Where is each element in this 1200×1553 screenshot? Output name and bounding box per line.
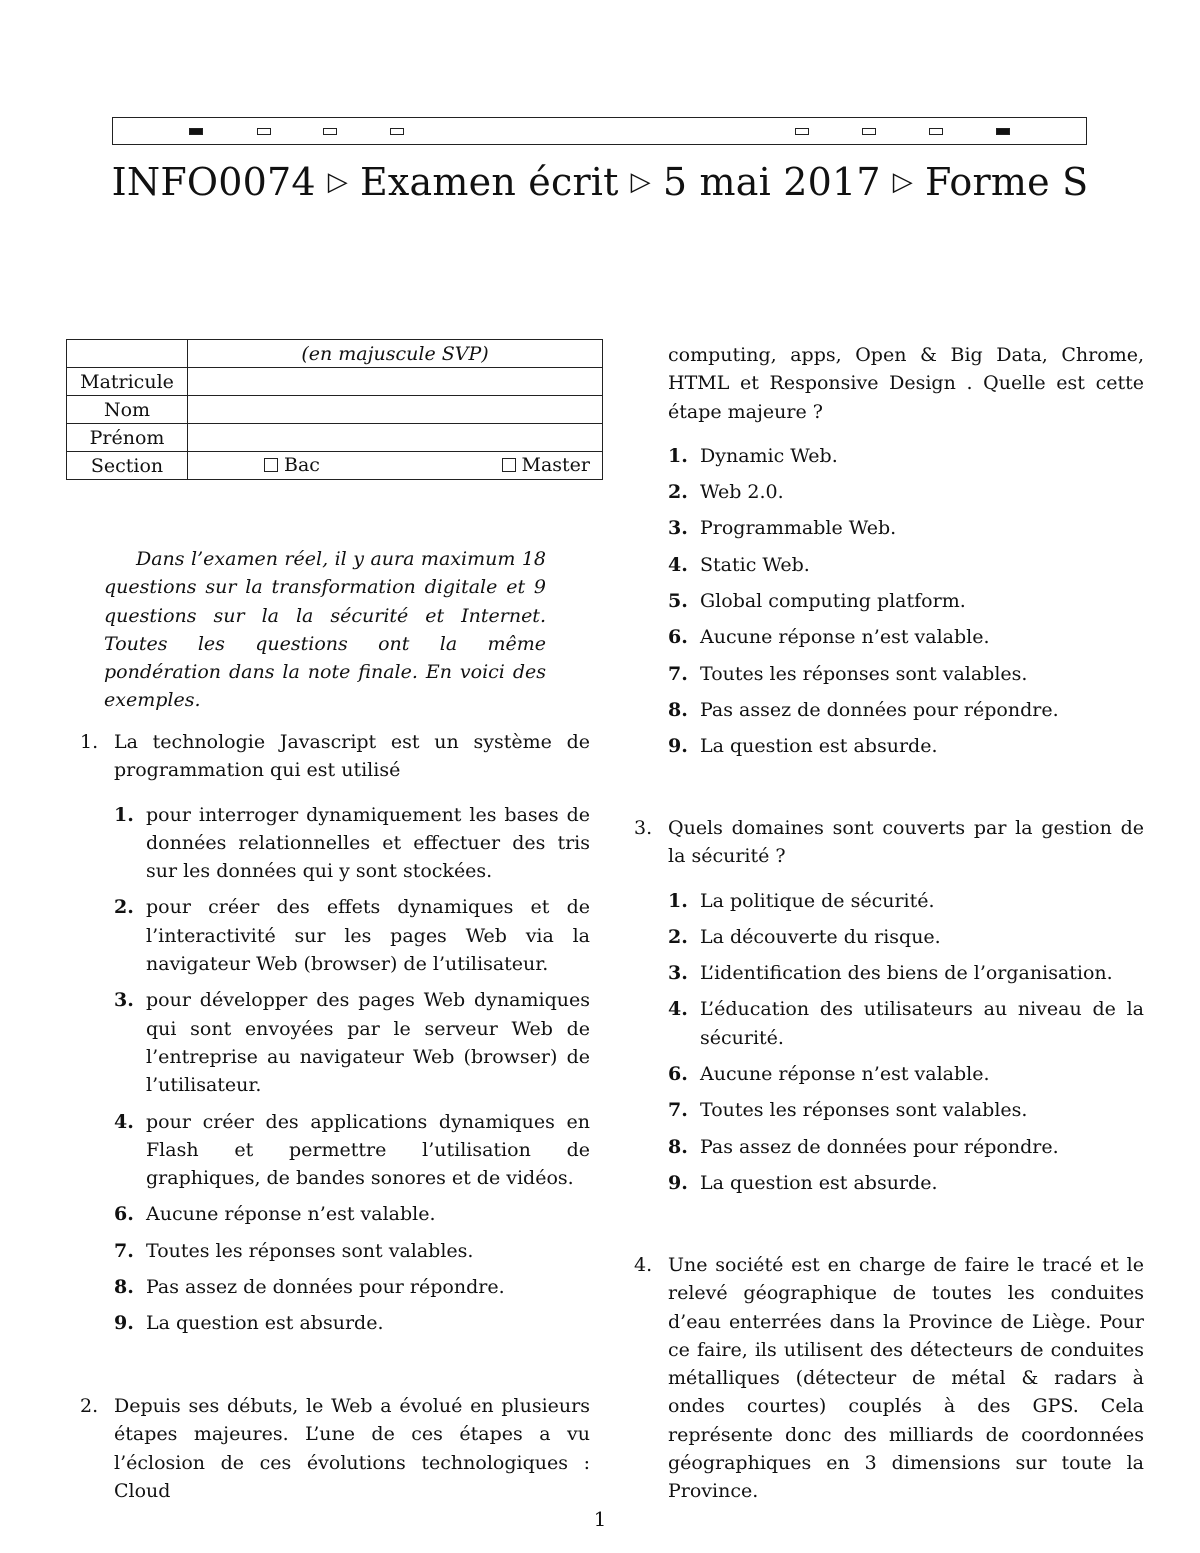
option-text: Toutes les réponses sont valables.: [146, 1239, 474, 1262]
question-1: [80, 728, 590, 1346]
option[interactable]: [668, 1169, 1144, 1197]
question-number: 2.: [80, 1395, 99, 1417]
question-3: [634, 814, 1144, 1205]
question-2-continued: [668, 341, 1144, 769]
option[interactable]: [668, 623, 1144, 651]
matricule-label: Matricule: [67, 368, 188, 396]
option[interactable]: [668, 959, 1144, 987]
registration-mark: [390, 128, 404, 135]
registration-mark: [929, 128, 943, 135]
option-number: 2.: [668, 481, 688, 504]
option-text: Aucune réponse n’est valable.: [700, 1063, 990, 1086]
registration-mark: [795, 128, 809, 135]
section-field: [188, 452, 603, 480]
question-4: [634, 1251, 1144, 1506]
option-number: 1.: [668, 889, 688, 912]
option[interactable]: [668, 660, 1144, 688]
option-text: Pas assez de données pour répondre.: [146, 1276, 505, 1299]
option-list: [114, 801, 590, 1338]
option-text: La question est absurde.: [146, 1312, 384, 1335]
option[interactable]: [668, 696, 1144, 724]
master-label: Master: [521, 454, 590, 476]
option-list: [668, 442, 1144, 761]
bac-checkbox[interactable]: [264, 458, 278, 472]
option-text: Static Web.: [700, 553, 810, 576]
option-number: 7.: [668, 1099, 688, 1122]
option-text: pour interroger dynamiquement les bases de données relationnelles et effectuer des tris sur les données qui y sont stockées.: [146, 803, 590, 883]
course-code: INFO0074: [111, 160, 316, 204]
option-number: 9.: [668, 735, 688, 758]
registration-mark: [323, 128, 337, 135]
registration-mark: [862, 128, 876, 135]
option[interactable]: [668, 732, 1144, 760]
option-number: 4.: [668, 553, 688, 576]
option-text: pour créer des effets dynamiques et de l’interactivité sur les pages Web via la navigateur Web (browser) de l’utilisateur.: [146, 896, 590, 976]
option[interactable]: [114, 1273, 590, 1301]
matricule-field[interactable]: [188, 368, 603, 396]
option-text: La question est absurde.: [700, 735, 938, 758]
option-number: 4.: [114, 1110, 134, 1133]
question-text: Une société est en charge de faire le tracé et le relevé géographique de toutes les conduites d’eau enterrées dans la Province de Liège. Pour ce faire, ils utilisent des détecteurs de conduites métalliques (détecteur de métal & radars à ondes courtes) couplés à des GPS. Cela représente donc des milliards de coordonnées géographiques en 3 dimensions sur toute la Province.: [668, 1254, 1144, 1503]
registration-mark: [189, 128, 203, 135]
option-number: 1.: [114, 803, 134, 826]
question-text: Depuis ses débuts, le Web a évolué en plusieurs étapes majeures. L’une de ces étapes a vu l’éclosion de ces évolutions technologiques : Cloud: [114, 1395, 590, 1502]
option-number: 2.: [668, 925, 688, 948]
option[interactable]: [668, 995, 1144, 1052]
option[interactable]: [114, 801, 590, 886]
option-number: 1.: [668, 444, 688, 467]
uppercase-hint: (en majuscule SVP): [188, 340, 603, 368]
option-text: Toutes les réponses sont valables.: [700, 662, 1028, 685]
option-text: Web 2.0.: [700, 481, 784, 504]
intro-paragraph: Dans l’examen réel, il y aura maximum 18 questions sur la transformation digitale et 9 questions sur la la sécurité et Internet. Toutes les questions ont la même pondération dans la note finale. En voici des exemples.: [104, 548, 546, 712]
master-option[interactable]: [502, 454, 591, 476]
option-number: 7.: [668, 662, 688, 685]
prenom-field[interactable]: [188, 424, 603, 452]
option-number: 3.: [114, 989, 134, 1012]
option-text: Programmable Web.: [700, 517, 897, 540]
option[interactable]: [668, 1096, 1144, 1124]
option[interactable]: [668, 887, 1144, 915]
option-text: Dynamic Web.: [700, 444, 838, 467]
option[interactable]: [114, 1237, 590, 1265]
page-title: [0, 160, 1200, 204]
option-number: 7.: [114, 1239, 134, 1262]
option-text: La question est absurde.: [700, 1171, 938, 1194]
section-label: Section: [67, 452, 188, 480]
option-text: pour créer des applications dynamiques en Flash et permettre l’utilisation de graphiques, de bandes sonores et de vidéos.: [146, 1110, 590, 1190]
question-number: 1.: [80, 731, 99, 753]
option-text: Aucune réponse n’est valable.: [700, 626, 990, 649]
registration-mark-bar: [112, 117, 1087, 145]
option[interactable]: [668, 1133, 1144, 1161]
nom-label: Nom: [67, 396, 188, 424]
registration-mark: [996, 128, 1010, 135]
identification-table: [66, 339, 603, 480]
option[interactable]: [668, 1060, 1144, 1088]
option-number: 6.: [114, 1203, 134, 1226]
option[interactable]: [668, 478, 1144, 506]
option-number: 4.: [668, 998, 688, 1021]
title-separator: ▷: [327, 167, 348, 197]
option-number: 2.: [114, 896, 134, 919]
option-number: 9.: [114, 1312, 134, 1335]
option-number: 6.: [668, 1063, 688, 1086]
option-text: L’identification des biens de l’organisation.: [700, 962, 1113, 985]
bac-label: Bac: [284, 454, 320, 476]
option-number: 8.: [668, 698, 688, 721]
option[interactable]: [668, 587, 1144, 615]
option[interactable]: [668, 551, 1144, 579]
option-text: Pas assez de données pour répondre.: [700, 698, 1059, 721]
bac-option[interactable]: [264, 454, 320, 476]
option[interactable]: [668, 514, 1144, 542]
exam-form: Forme S: [924, 160, 1089, 204]
option-text: La découverte du risque.: [700, 925, 941, 948]
option[interactable]: [114, 1108, 590, 1193]
option-number: 3.: [668, 962, 688, 985]
option-number: 5.: [668, 590, 688, 613]
option[interactable]: [114, 893, 590, 978]
option-text: pour développer des pages Web dynamiques qui sont envoyées par le serveur Web de l’entreprise au navigateur Web (browser) de l’utilisateur.: [146, 989, 590, 1097]
title-separator: ▷: [892, 167, 913, 197]
option-number: 6.: [668, 626, 688, 649]
registration-mark: [257, 128, 271, 135]
option-text: Toutes les réponses sont valables.: [700, 1099, 1028, 1122]
option-number: 3.: [668, 517, 688, 540]
exam-date: 5 mai 2017: [662, 160, 881, 204]
option[interactable]: [668, 923, 1144, 951]
page-number: 1: [593, 1507, 607, 1531]
option-text: Aucune réponse n’est valable.: [146, 1203, 436, 1226]
prenom-label: Prénom: [67, 424, 188, 452]
nom-field[interactable]: [188, 396, 603, 424]
question-text: La technologie Javascript est un système de programmation qui est utilisé: [114, 731, 590, 782]
option-number: 9.: [668, 1171, 688, 1194]
exam-type: Examen écrit: [359, 160, 619, 204]
option-text: Pas assez de données pour répondre.: [700, 1135, 1059, 1158]
option[interactable]: [114, 986, 590, 1099]
question-number: 3.: [634, 817, 653, 839]
master-checkbox[interactable]: [502, 458, 516, 472]
title-separator: ▷: [630, 167, 651, 197]
blank-cell: [67, 340, 188, 368]
option-number: 8.: [114, 1276, 134, 1299]
option[interactable]: [668, 442, 1144, 470]
option[interactable]: [114, 1200, 590, 1228]
question-text: computing, apps, Open & Big Data, Chrome, HTML et Responsive Design . Quelle est cette étape majeure ?: [668, 344, 1144, 423]
question-text: Quels domaines sont couverts par la gestion de la sécurité ?: [668, 817, 1144, 868]
option-number: 8.: [668, 1135, 688, 1158]
option-text: L’éducation des utilisateurs au niveau de la sécurité.: [700, 998, 1144, 1049]
option[interactable]: [114, 1309, 590, 1337]
option-list: [668, 887, 1144, 1198]
option-text: Global computing platform.: [700, 590, 966, 613]
option-text: La politique de sécurité.: [700, 889, 935, 912]
question-number: 4.: [634, 1254, 653, 1276]
question-2: [80, 1392, 590, 1505]
